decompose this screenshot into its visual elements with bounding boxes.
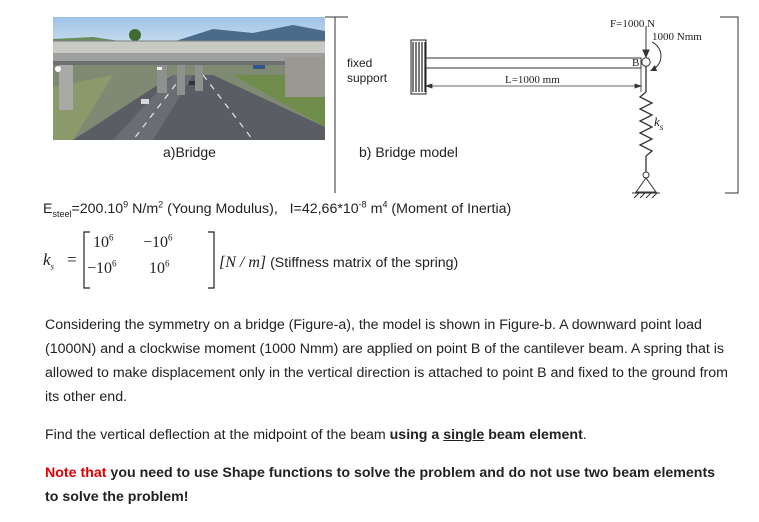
problem-paragraph: Considering the symmetry on a bridge (Figure-a), the model is shown in Figure-b. A downward point load (1000N) and a clockwise moment (1000 Nmm) are applied on point B of the cantilever beam. A spring that is allowed to make displacement only in the vertical direction is attached to point B and fixed to the ground from its other end. bbox=[45, 317, 728, 405]
note-body: you need to use Shape functions to solve the problem and do not use two beam elements to solve the problem! bbox=[45, 465, 716, 505]
e-description: (Young Modulus), bbox=[163, 201, 278, 217]
spring-icon bbox=[640, 66, 652, 172]
find-underlined-single: single bbox=[443, 427, 485, 443]
matrix-cell-11: $10^6$ bbox=[93, 232, 114, 251]
moment-label: 1000 Nmm bbox=[652, 31, 702, 43]
matrix-description: (Stiffness matrix of the spring) bbox=[266, 255, 459, 271]
ground-support-icon bbox=[632, 172, 660, 198]
e-symbol: E bbox=[43, 201, 53, 217]
beam bbox=[426, 58, 641, 68]
matrix-equals: = bbox=[67, 250, 77, 269]
fixed-support-line1: fixed bbox=[347, 56, 373, 70]
moment-arrow-icon bbox=[650, 42, 661, 71]
matrix-cell-22: $10^6$ bbox=[149, 258, 170, 277]
matrix-unit: [N / m] bbox=[219, 254, 267, 271]
i-unit-exponent: 4 bbox=[382, 199, 388, 210]
caption-a: a)Bridge bbox=[163, 144, 216, 160]
force-label: F=1000 N bbox=[610, 18, 656, 30]
matrix-cell-21: $-10^6$ bbox=[87, 258, 117, 277]
stiffness-matrix bbox=[35, 228, 505, 292]
e-unit: N/m bbox=[128, 201, 159, 217]
find-bold-2: beam element bbox=[484, 427, 583, 443]
force-arrow-icon bbox=[643, 26, 649, 57]
i-description: (Moment of Inertia) bbox=[387, 201, 512, 217]
frame-right bbox=[720, 17, 738, 193]
find-bold-1: using a bbox=[389, 427, 444, 443]
caption-b: b) Bridge model bbox=[359, 144, 458, 160]
matrix-symbol-sub: s bbox=[50, 261, 55, 272]
matrix-cell-12: $-10^6$ bbox=[143, 232, 173, 251]
spring-label: $k_s$ bbox=[654, 114, 664, 132]
matrix-symbol bbox=[43, 250, 54, 270]
find-end: . bbox=[582, 427, 587, 443]
find-prefix: Find the vertical deflection at the midpoint of the beam bbox=[45, 427, 390, 443]
fixed-support-line2: support bbox=[347, 71, 388, 85]
note-text bbox=[45, 461, 725, 509]
node-b bbox=[642, 58, 650, 66]
i-value: I=42,66*10 bbox=[289, 201, 359, 217]
fixed-support-label bbox=[347, 56, 387, 86]
matrix-symbol-k: k bbox=[43, 250, 51, 269]
e-exponent: 9 bbox=[123, 199, 129, 210]
note-label: Note that bbox=[45, 465, 107, 481]
point-b-label: B bbox=[632, 57, 640, 69]
e-unit-exponent: 2 bbox=[158, 199, 164, 210]
i-exponent: -8 bbox=[358, 199, 367, 210]
matrix-unit-line bbox=[219, 254, 458, 272]
material-properties bbox=[43, 201, 511, 217]
e-subscript: steel bbox=[52, 208, 72, 219]
fixed-support-icon bbox=[411, 40, 426, 94]
e-value: =200.10 bbox=[71, 201, 124, 217]
find-instruction bbox=[45, 423, 745, 447]
i-unit: m bbox=[366, 201, 383, 217]
length-label: L=1000 mm bbox=[505, 74, 560, 86]
